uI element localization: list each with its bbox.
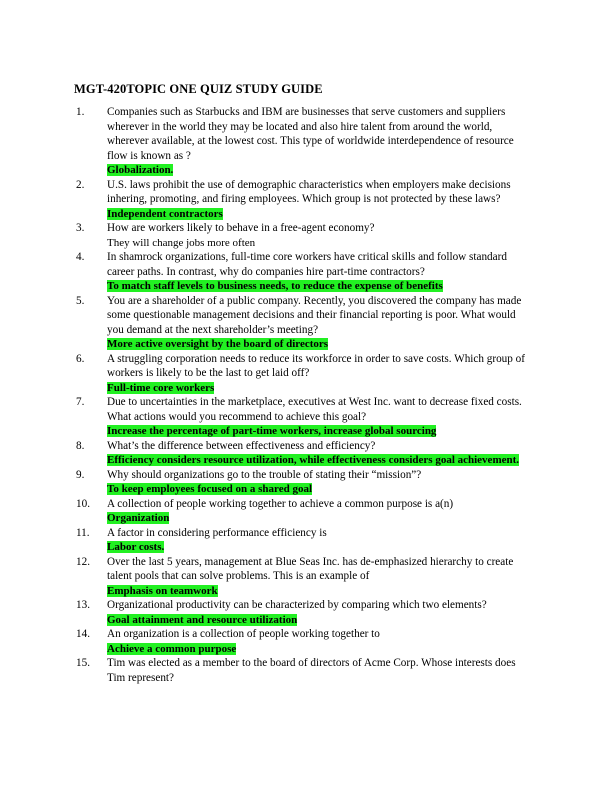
question-item (76, 555, 526, 599)
answer-text: Labor costs. (107, 541, 165, 553)
question-item (76, 250, 526, 294)
question-item (76, 598, 526, 627)
question-number: 12. (76, 555, 90, 568)
question-number: 6. (76, 352, 85, 365)
question-number: 3. (76, 222, 85, 234)
question-item (76, 526, 526, 555)
document-title: MGT-420TOPIC ONE QUIZ STUDY GUIDE (74, 82, 323, 96)
question-text: You are a shareholder of a public company. Recently, you discovered the company has made some questionable management decisions and their financial reporting is poor. What would you demand at the next shareholder’s meeting? (107, 294, 522, 336)
question-number: 13. (76, 599, 90, 611)
answer-text: To match staff levels to business needs, to reduce the expense of benefits (107, 280, 443, 292)
answer-text: Organization (107, 512, 170, 524)
question-text: Due to uncertainties in the marketplace, executives at West Inc. want to decrease fixed costs. What actions would you recommend to achieve this goal? (107, 396, 522, 423)
question-text: U.S. laws prohibit the use of demographic characteristics when employers make decisions inhering, promoting, and firing employees. Which group is not protected by these laws? (107, 178, 511, 205)
answer-text: Goal attainment and resource utilization (107, 613, 298, 626)
question-item (76, 627, 526, 656)
question-item (76, 221, 526, 250)
answer-text: Globalization. (107, 164, 174, 176)
question-text: Organizational productivity can be characterized by comparing which two elements? (107, 599, 487, 611)
question-text: Over the last 5 years, management at Blue Seas Inc. has de-emphasized hierarchy to create talent pools that can solve problems. This is an example of (107, 555, 514, 582)
question-number: 5. (76, 294, 85, 307)
question-number: 2. (76, 178, 85, 191)
question-item (76, 352, 526, 396)
answer-text: To keep employees focused on a shared goal (107, 483, 313, 495)
question-number: 8. (76, 439, 85, 452)
question-text: A struggling corporation needs to reduce its workforce in order to save costs. Which group of workers is likely to be the last to get laid off? (107, 352, 525, 379)
question-text: An organization is a collection of people working together to (107, 628, 380, 640)
question-item (76, 395, 526, 439)
answer-text: More active oversight by the board of directors (107, 338, 329, 350)
answer-text: Achieve a common purpose (107, 642, 237, 655)
question-text: What’s the difference between effectiveness and efficiency? (107, 439, 376, 452)
question-text: In shamrock organizations, full-time core workers have critical skills and follow standard career paths. In contrast, why do companies hire part-time contractors? (107, 251, 507, 278)
question-item (76, 439, 526, 468)
answer-text: Increase the percentage of part-time workers, increase global sourcing (107, 425, 437, 437)
question-number: 11. (76, 526, 90, 539)
question-number: 14. (76, 628, 90, 640)
question-text: Why should organizations go to the trouble of stating their “mission”? (107, 468, 422, 481)
question-item (76, 468, 526, 497)
question-number: 9. (76, 468, 85, 481)
answer-text: Efficiency considers resource utilization, while effectiveness considers goal achievement. (107, 454, 520, 466)
question-text: Tim was elected as a member to the board of directors of Acme Corp. Whose interests does Tim represent? (107, 657, 516, 684)
question-item (76, 497, 526, 526)
question-number: 15. (76, 657, 90, 669)
question-number: 7. (76, 396, 85, 408)
answer-text: They will change jobs more often (107, 236, 256, 249)
answer-text: Full-time core workers (107, 381, 215, 394)
question-item (76, 178, 526, 222)
answer-text: Independent contractors (107, 207, 223, 220)
question-text: A collection of people working together to achieve a common purpose is a(n) (107, 497, 454, 510)
question-item (76, 656, 526, 685)
question-number: 10. (76, 497, 90, 510)
question-number: 4. (76, 251, 85, 263)
question-text: How are workers likely to behave in a free-agent economy? (107, 222, 375, 234)
question-list (76, 105, 526, 685)
question-item (76, 105, 526, 178)
question-text: A factor in considering performance efficiency is (107, 526, 327, 539)
question-number: 1. (76, 106, 85, 118)
question-item (76, 294, 526, 352)
question-text: Companies such as Starbucks and IBM are businesses that serve customers and suppliers wherever in the world they may be located and also hire talent from around the world, wherever available, at the lowest cost. This type of worldwide interdependence of resource flow is known as ? (107, 106, 514, 162)
answer-text: Emphasis on teamwork (107, 584, 218, 597)
